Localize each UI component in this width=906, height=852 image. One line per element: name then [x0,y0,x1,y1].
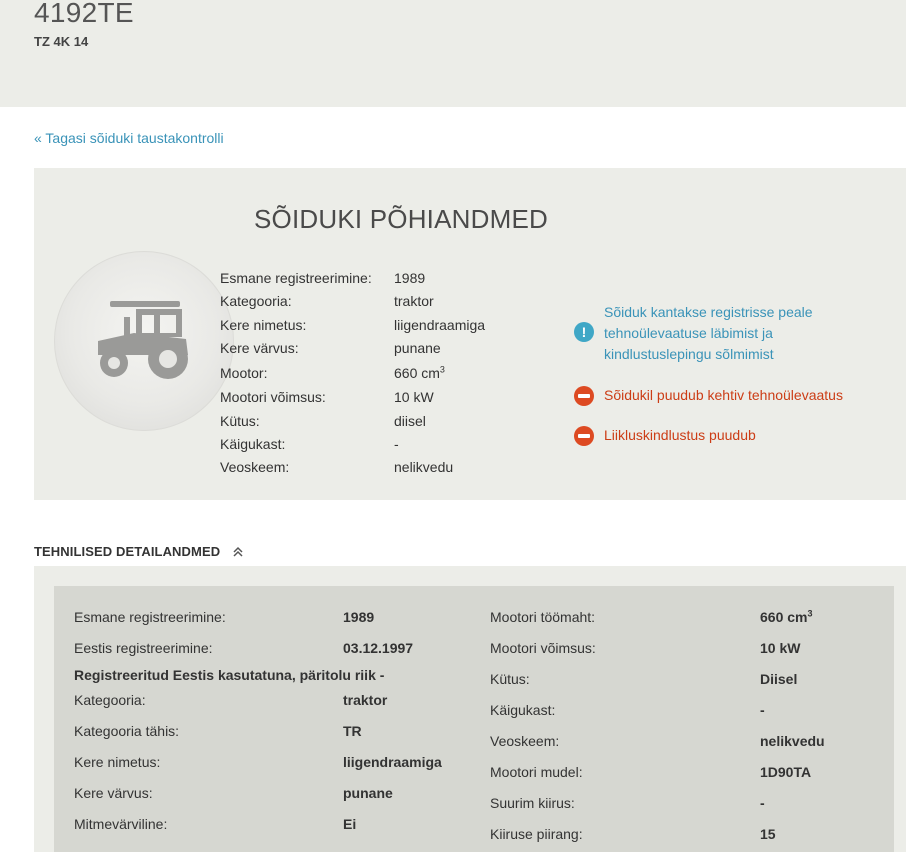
vehicle-header [0,0,906,107]
detail-estonia-registration: Eestis registreerimine: 03.12.1997 [74,640,414,656]
detail-max-speed: Suurim kiirus: - [490,795,765,811]
detail-speed-limit: Kiiruse piirang: 15 [490,826,776,842]
basic-row-body-name: Kere nimetus: liigendraamiga [220,317,486,333]
basic-row-gearbox: Käigukast: - [220,436,399,452]
insurance-warning-notice: Liikluskindlustus puudub [574,425,874,447]
technical-details-toggle[interactable]: TEHNILISED DETAILANDMED [34,544,221,559]
detail-first-registration: Esmane registreerimine: 1989 [74,609,375,625]
detail-multicolor: Mitmevärviline: Ei [74,816,357,832]
detail-engine-displacement: Mootori töömaht: 660 $cm^3$ [490,608,813,625]
detail-fuel: Kütus: Diisel [490,671,798,687]
detail-engine-power: Mootori võimsus: 10 kW [490,640,801,656]
detail-origin-note: Registreeritud Eestis kasutatuna, päritolu riik - [74,667,385,683]
no-entry-icon [574,386,594,406]
detail-drivetrain: Veoskeem: nelikvedu [490,733,825,749]
basic-row-drivetrain: Veoskeem: nelikvedu [220,459,454,475]
inspection-warning-notice: Sõidukil puudub kehtiv tehnoülevaatus [574,385,874,407]
detail-category: Kategooria: traktor [74,692,388,708]
vehicle-avatar [54,251,234,431]
basic-row-first-registration: Esmane registreerimine: 1989 [220,270,426,286]
registration-plate: 4192TE [34,0,134,28]
chevron-up-icon[interactable] [233,546,243,558]
registration-info-notice: ! Sõiduk kantakse registrisse peale tehnoülevaatuse läbimist ja kindlustuslepingu sõlmimist [574,302,874,368]
basic-row-fuel: Kütus: diisel [220,413,426,429]
basic-row-category: Kategooria: traktor [220,293,434,309]
basic-row-engine: Mootor: 660 $cm^3$ [220,364,445,381]
detail-gearbox: Käigukast: - [490,702,765,718]
back-to-background-check-link[interactable]: « Tagasi sõiduki taustakontrolli [34,130,224,146]
tractor-icon [94,297,194,383]
vehicle-model: TZ 4K 14 [34,34,89,49]
no-entry-icon [574,426,594,446]
basic-row-body-color: Kere värvus: punane [220,340,441,356]
basic-data-title: SÕIDUKI PÕHIANDMED [254,204,548,234]
info-icon [574,322,594,342]
basic-row-engine-power: Mootori võimsus: 10 kW [220,389,434,405]
detail-category-code: Kategooria tähis: TR [74,723,362,739]
detail-engine-model: Mootori mudel: 1D90TA [490,764,812,780]
detail-body-color: Kere värvus: punane [74,785,393,801]
detail-body-name: Kere nimetus: liigendraamiga [74,754,442,770]
